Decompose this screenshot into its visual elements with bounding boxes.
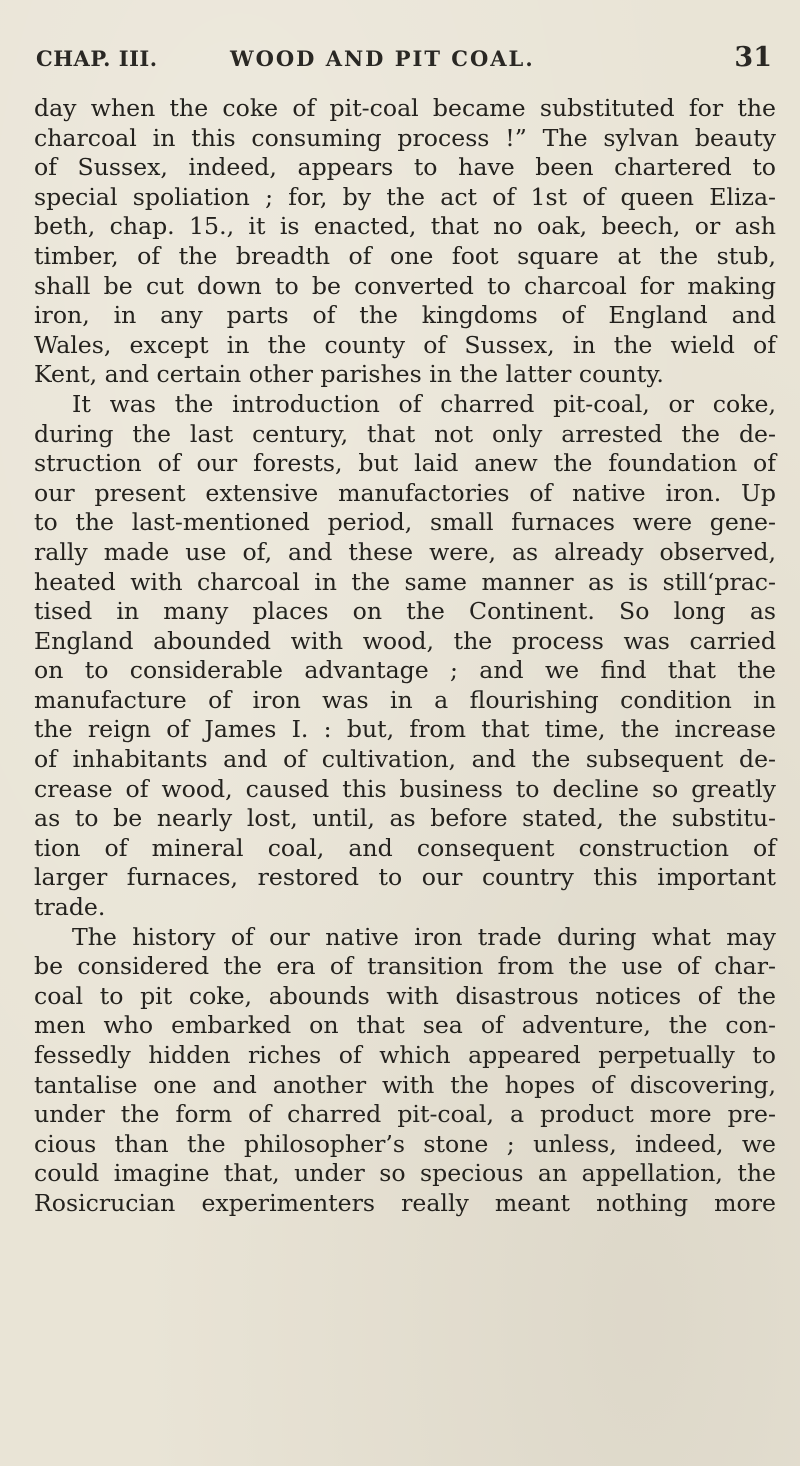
text-line: larger furnaces, restored to our country this important bbox=[34, 863, 776, 892]
running-title: WOOD AND PIT COAL. bbox=[230, 46, 535, 71]
text-line: to the last-mentioned period, small furnaces were gene- bbox=[34, 508, 776, 537]
text-line: of Sussex, indeed, appears to have been chartered to bbox=[34, 153, 776, 182]
text-line: timber, of the breadth of one foot square at the stub, bbox=[34, 241, 776, 270]
text-line: during the last century, that not only arrested the de- bbox=[34, 419, 776, 448]
text-line: day when the coke of pit-coal became substituted for the bbox=[34, 94, 776, 122]
text-line: rally made use of, and these were, as already observed, bbox=[34, 537, 776, 566]
text-line: fessedly hidden riches of which appeared perpetually to bbox=[34, 1041, 776, 1069]
text-line: cious than the philosopher’s stone ; unless, indeed, we bbox=[34, 1129, 776, 1158]
text-line: tised in many places on the Continent. So long as bbox=[34, 597, 776, 626]
text-line: under the form of charred pit-coal, a product more pre- bbox=[34, 1100, 776, 1129]
text-line: men who embarked on that sea of adventure, the con- bbox=[34, 1011, 776, 1040]
body-text bbox=[34, 94, 776, 1219]
text-line: heated with charcoal in the same manner as is still‘prac- bbox=[34, 567, 776, 596]
text-line: manufacture of iron was in a flourishing condition in bbox=[34, 685, 776, 714]
text-line: of inhabitants and of cultivation, and the subsequent de- bbox=[34, 745, 776, 774]
text-line: Wales, except in the county of Sussex, in the wield of bbox=[34, 330, 776, 359]
text-line: tion of mineral coal, and consequent construction of bbox=[34, 833, 776, 862]
text-line: Kent, and certain other parishes in the latter county. bbox=[34, 360, 664, 389]
chapter-label: CHAP. III. bbox=[36, 46, 158, 71]
text-line: charcoal in this consuming process !” The sylvan beauty bbox=[34, 123, 776, 152]
text-line: shall be cut down to be converted to charcoal for making bbox=[34, 271, 776, 300]
text-line: England abounded with wood, the process was carried bbox=[34, 626, 776, 655]
text-line: our present extensive manufactories of native iron. Up bbox=[34, 478, 776, 507]
text-line: could imagine that, under so specious an appellation, the bbox=[34, 1159, 776, 1188]
text-line: iron, in any parts of the kingdoms of England and bbox=[34, 301, 776, 330]
text-line: tantalise one and another with the hopes of discovering, bbox=[34, 1070, 776, 1099]
text-line: crease of wood, caused this business to decline so greatly bbox=[34, 774, 776, 803]
text-line: be considered the era of transition from the use of char- bbox=[34, 952, 776, 981]
text-line: on to considerable advantage ; and we find that the bbox=[34, 656, 776, 685]
paragraph-start-line: The history of our native iron trade during what may bbox=[72, 922, 776, 951]
page-number: 31 bbox=[734, 42, 772, 73]
text-line: Rosicrucian experimenters really meant nothing more bbox=[34, 1188, 776, 1217]
text-line: as to be nearly lost, until, as before stated, the substitu- bbox=[34, 804, 776, 833]
running-head bbox=[36, 42, 772, 80]
paragraph-start-line: It was the introduction of charred pit-coal, or coke, bbox=[72, 389, 776, 418]
text-line: struction of our forests, but laid anew the foundation of bbox=[34, 449, 776, 478]
text-line: special spoliation ; for, by the act of 1st of queen Eliza- bbox=[34, 182, 776, 211]
text-line: trade. bbox=[34, 893, 106, 922]
text-line: coal to pit coke, abounds with disastrous notices of the bbox=[34, 981, 776, 1010]
text-line: the reign of James I. : but, from that time, the increase bbox=[34, 715, 776, 744]
text-line: beth, chap. 15., it is enacted, that no oak, beech, or ash bbox=[34, 212, 776, 241]
